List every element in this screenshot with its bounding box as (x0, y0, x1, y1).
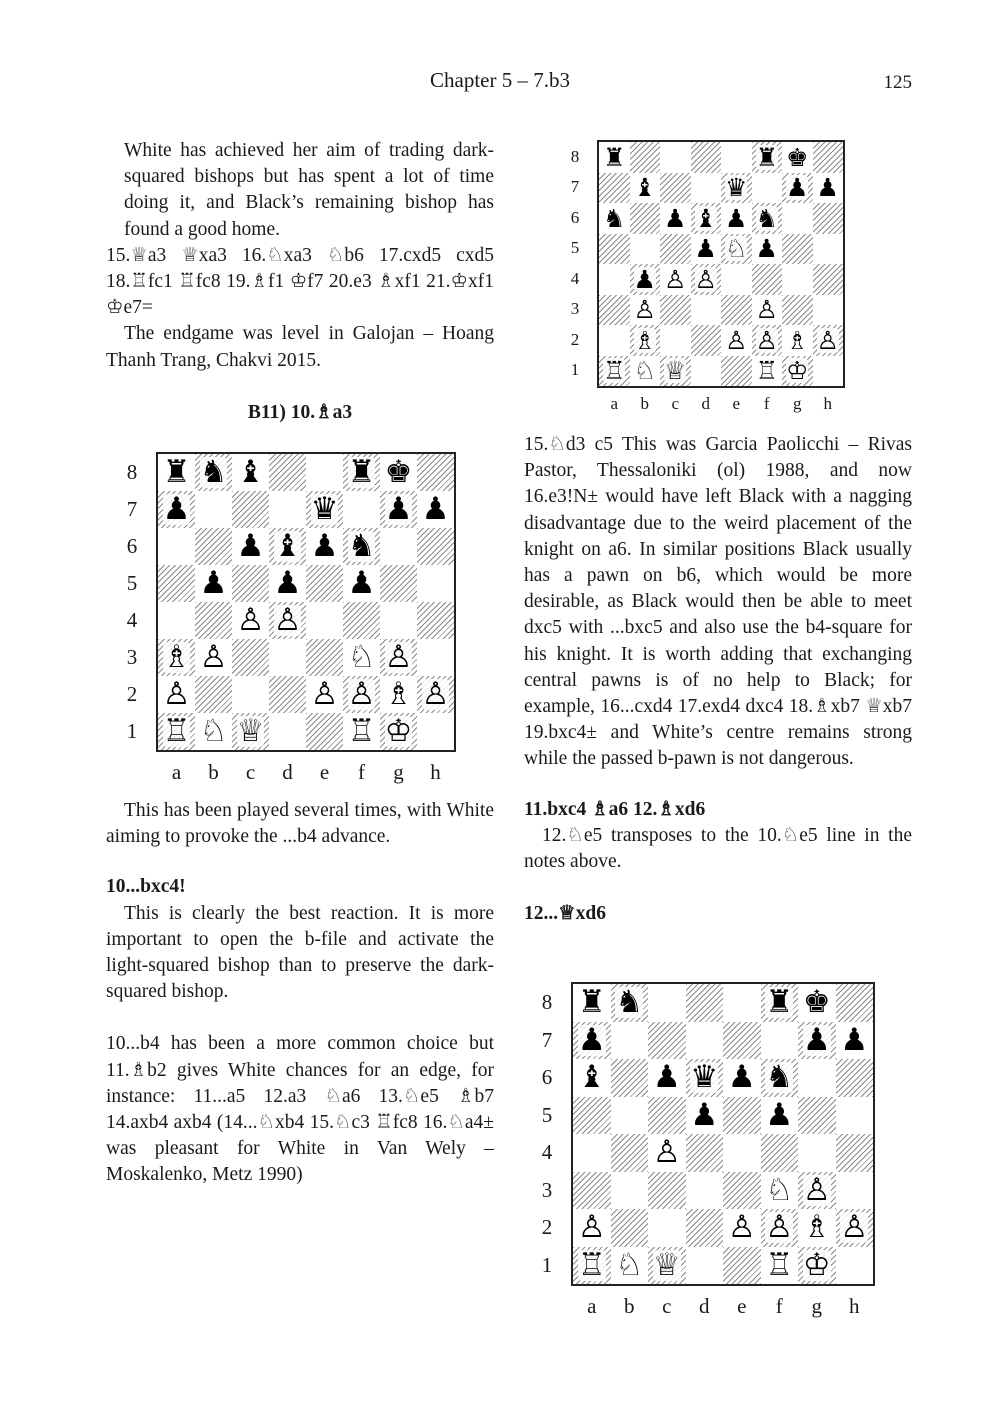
board-square (691, 142, 722, 173)
rank-label: 7 (126, 497, 138, 521)
paragraph: White has achieved her aim of trading dark-squared bishops but has spent a lot of time doing it, and Black’s remaining bishop has found a good home. (124, 140, 494, 240)
board-square (380, 528, 417, 565)
file-label: c (245, 760, 256, 784)
board-square (306, 454, 343, 491)
white-bishop-icon: ♗ (380, 676, 417, 713)
rank-label: 6 (541, 1065, 553, 1090)
white-queen-icon: ♕ (660, 356, 691, 387)
black-pawn-icon: ♟ (723, 1059, 761, 1097)
board-square (723, 1172, 761, 1210)
white-king-icon: ♔ (380, 713, 417, 750)
white-pawn-icon: ♙ (269, 602, 306, 639)
chessboard (597, 140, 845, 388)
black-knight-icon: ♞ (343, 528, 380, 565)
board-square (599, 173, 630, 204)
board-square (660, 325, 691, 356)
board-square (380, 602, 417, 639)
board-square (660, 234, 691, 265)
board-square (648, 1209, 686, 1247)
black-pawn-icon: ♟ (158, 491, 195, 528)
board-square (691, 173, 722, 204)
board-square (630, 234, 661, 265)
file-label: e (732, 394, 741, 413)
black-pawn-icon: ♟ (721, 203, 752, 234)
board-square (836, 1172, 874, 1210)
white-rook-icon: ♖ (158, 713, 195, 750)
white-pawn-icon: ♙ (836, 1209, 874, 1247)
board-square (306, 565, 343, 602)
rank-label: 2 (541, 1215, 553, 1240)
board-square (417, 713, 454, 750)
board-square (343, 602, 380, 639)
board-square (721, 295, 752, 326)
black-king-icon: ♚ (798, 984, 836, 1022)
black-pawn-icon: ♟ (798, 1022, 836, 1060)
black-pawn-icon: ♟ (269, 565, 306, 602)
board-square (648, 1172, 686, 1210)
file-label: a (587, 1294, 597, 1318)
board-square (630, 142, 661, 173)
board-square (417, 602, 454, 639)
white-pawn-icon: ♙ (195, 639, 232, 676)
section-heading: B11) 10.♗a3 (247, 402, 353, 423)
rank-label: 7 (570, 177, 580, 197)
white-rook-icon: ♖ (761, 1247, 799, 1285)
black-pawn-icon: ♟ (752, 234, 783, 265)
rank-label: 8 (570, 146, 580, 166)
board-square (269, 713, 306, 750)
board-square (813, 142, 844, 173)
page-number: 125 (883, 72, 912, 93)
black-queen-icon: ♛ (721, 173, 752, 204)
board-square (686, 1247, 724, 1285)
left-column-bottom (106, 798, 494, 1189)
board-square (648, 1022, 686, 1060)
file-label: e (319, 760, 330, 784)
board-square (573, 1097, 611, 1135)
white-pawn-icon: ♙ (417, 676, 454, 713)
board-square (782, 234, 813, 265)
board-square (195, 491, 232, 528)
file-label: c (662, 1294, 672, 1318)
black-pawn-icon: ♟ (573, 1022, 611, 1060)
black-pawn-icon: ♟ (686, 1097, 724, 1135)
board-square (611, 1097, 649, 1135)
file-label: f (763, 394, 770, 413)
board-square (648, 1097, 686, 1135)
white-pawn-icon: ♙ (158, 676, 195, 713)
black-knight-icon: ♞ (611, 984, 649, 1022)
black-pawn-icon: ♟ (660, 203, 691, 234)
black-pawn-icon: ♟ (691, 234, 722, 265)
white-queen-icon: ♕ (232, 713, 269, 750)
rank-label: 6 (570, 207, 580, 227)
black-pawn-icon: ♟ (195, 565, 232, 602)
board-square (798, 1134, 836, 1172)
black-rook-icon: ♜ (343, 454, 380, 491)
paragraph: 12.♘e5 transposes to the 10.♘e5 line in the notes above. (524, 824, 912, 873)
board-square (417, 454, 454, 491)
black-rook-icon: ♜ (158, 454, 195, 491)
black-rook-icon: ♜ (573, 984, 611, 1022)
file-label: h (849, 1294, 860, 1318)
white-king-icon: ♔ (798, 1247, 836, 1285)
rank-label: 5 (126, 571, 138, 595)
white-pawn-icon: ♙ (798, 1172, 836, 1210)
board-square (417, 528, 454, 565)
white-rook-icon: ♖ (573, 1247, 611, 1285)
chessboard (156, 452, 456, 752)
board-square (836, 1247, 874, 1285)
board-square (611, 1134, 649, 1172)
board-square (573, 1134, 611, 1172)
white-pawn-icon: ♙ (380, 639, 417, 676)
white-pawn-icon: ♙ (761, 1209, 799, 1247)
board-square (813, 295, 844, 326)
paragraph: This has been played several times, with White aiming to provoke the ...b4 advance. (106, 800, 494, 848)
black-rook-icon: ♜ (599, 142, 630, 173)
board-square (782, 264, 813, 295)
black-king-icon: ♚ (782, 142, 813, 173)
black-knight-icon: ♞ (761, 1059, 799, 1097)
black-pawn-icon: ♟ (836, 1022, 874, 1060)
board-square (417, 565, 454, 602)
board-square (723, 1134, 761, 1172)
rank-label: 4 (570, 268, 580, 288)
board-square (158, 528, 195, 565)
board-square (306, 713, 343, 750)
rank-label: 2 (570, 329, 580, 349)
rank-label: 5 (570, 238, 580, 258)
rank-label: 2 (126, 682, 138, 706)
rank-label: 6 (126, 534, 138, 558)
black-pawn-icon: ♟ (417, 491, 454, 528)
white-pawn-icon: ♙ (721, 325, 752, 356)
black-bishop-icon: ♝ (630, 173, 661, 204)
rank-label: 3 (126, 645, 138, 669)
board-square (691, 295, 722, 326)
board-square (721, 356, 752, 387)
board-square (611, 1059, 649, 1097)
paragraph: This is clearly the best reaction. It is more important to open the b-file and activate the light-squared bishop than to preserve the dark-squared bishop. (106, 902, 494, 1003)
white-knight-icon: ♘ (343, 639, 380, 676)
white-bishop-icon: ♗ (630, 325, 661, 356)
board-square (232, 491, 269, 528)
board-square (660, 142, 691, 173)
left-column-top (106, 138, 494, 374)
rank-label: 1 (570, 360, 580, 380)
board-square (782, 295, 813, 326)
white-rook-icon: ♖ (343, 713, 380, 750)
white-pawn-icon: ♙ (723, 1209, 761, 1247)
rank-label: 1 (541, 1252, 553, 1277)
move-sequence: 15.♕a3 ♕xa3 16.♘xa3 ♘b6 17.cxd5 cxd5 18.♖fc1 ♖fc8 19.♗f1 ♔f7 20.e3 ♗xf1 21.♔xf1 ♔e7= (106, 244, 494, 319)
white-pawn-icon: ♙ (752, 295, 783, 326)
white-queen-icon: ♕ (648, 1247, 686, 1285)
board-square (660, 295, 691, 326)
file-label: g (793, 394, 802, 413)
rank-label: 5 (541, 1102, 553, 1127)
black-king-icon: ♚ (380, 454, 417, 491)
white-pawn-icon: ♙ (660, 264, 691, 295)
board-square (660, 173, 691, 204)
black-pawn-icon: ♟ (232, 528, 269, 565)
file-label: d (701, 394, 710, 413)
main-move: 10...bxc4! (106, 876, 186, 898)
board-square (752, 264, 783, 295)
white-rook-icon: ♖ (599, 356, 630, 387)
board-square (306, 639, 343, 676)
file-label: f (358, 760, 365, 784)
black-bishop-icon: ♝ (573, 1059, 611, 1097)
main-move: 11.bxc4 ♗a6 12.♗xd6 (524, 798, 706, 820)
white-pawn-icon: ♙ (343, 676, 380, 713)
paragraph: 10...b4 has been a more common choice but 11.♗b2 gives White chances for an edge, for instance: 11...a5 12.a3 ♘a6 13.♘e5 ♗b7 14.axb4 axb4 (14...♘xb4 15.♘c3 ♖fc8 16.♘a4± was pleasant for White in Van Wely – Moskalenko, Metz 1990) (106, 1033, 494, 1186)
board-square (417, 639, 454, 676)
black-bishop-icon: ♝ (269, 528, 306, 565)
black-bishop-icon: ♝ (691, 203, 722, 234)
board-square (691, 325, 722, 356)
board-square (648, 984, 686, 1022)
board-square (721, 264, 752, 295)
black-knight-icon: ♞ (195, 454, 232, 491)
black-pawn-icon: ♟ (813, 173, 844, 204)
file-label: d (282, 760, 293, 784)
board-square (232, 639, 269, 676)
chapter-title: Chapter 5 – 7.b3 (430, 68, 570, 92)
right-column (524, 432, 912, 927)
file-label: b (624, 1294, 635, 1318)
board-square (761, 1022, 799, 1060)
board-square (836, 1097, 874, 1135)
file-label: h (430, 760, 441, 784)
board-square (630, 203, 661, 234)
white-pawn-icon: ♙ (752, 325, 783, 356)
board-square (691, 356, 722, 387)
file-label: a (171, 760, 182, 784)
black-queen-icon: ♛ (686, 1059, 724, 1097)
black-rook-icon: ♜ (752, 142, 783, 173)
board-square (343, 491, 380, 528)
white-king-icon: ♔ (782, 356, 813, 387)
board-square (723, 1022, 761, 1060)
board-square (813, 264, 844, 295)
board-square (158, 602, 195, 639)
board-square (723, 1097, 761, 1135)
board-square (195, 528, 232, 565)
white-pawn-icon: ♙ (648, 1134, 686, 1172)
board-square (232, 676, 269, 713)
board-square (573, 1172, 611, 1210)
board-square (798, 1097, 836, 1135)
board-square (836, 1134, 874, 1172)
board-square (836, 984, 874, 1022)
white-knight-icon: ♘ (630, 356, 661, 387)
white-rook-icon: ♖ (752, 356, 783, 387)
rank-label: 3 (570, 299, 580, 319)
white-pawn-icon: ♙ (232, 602, 269, 639)
board-square (686, 984, 724, 1022)
file-label: b (640, 394, 649, 413)
white-pawn-icon: ♙ (573, 1209, 611, 1247)
board-square (269, 639, 306, 676)
board-square (158, 565, 195, 602)
rank-label: 7 (541, 1027, 553, 1052)
black-knight-icon: ♞ (599, 203, 630, 234)
board-square (782, 203, 813, 234)
white-bishop-icon: ♗ (782, 325, 813, 356)
main-move: 12...♕xd6 (524, 903, 606, 925)
rank-label: 3 (541, 1177, 553, 1202)
board-square (798, 1059, 836, 1097)
white-knight-icon: ♘ (761, 1172, 799, 1210)
white-knight-icon: ♘ (195, 713, 232, 750)
black-pawn-icon: ♟ (380, 491, 417, 528)
board-square (813, 234, 844, 265)
paragraph: 15.♘d3 c5 This was Garcia Paolicchi – Rivas Pastor, Thessaloniki (ol) 1988, and now 16.e3!N± would have left Black with a nagging disadvantage due to the weird placement of the knight on a6. In similar positions Black usually has a pawn on b6, which would be more desirable, as Black would then be able to meet dxc5 with ...bxc5 and also use the b4-square for his knight. It is worth adding that exchanging central pawns is of no help to Black; for example, 16...cxd4 17.exd4 dxc4 18.♗xb7 ♕xb7 19.bxc4± and White’s centre remains strong while the passed b-pawn is not dangerous. (524, 434, 912, 770)
file-label: h (823, 394, 832, 413)
board-square (599, 234, 630, 265)
white-bishop-icon: ♗ (158, 639, 195, 676)
board-square (611, 1022, 649, 1060)
white-knight-icon: ♘ (611, 1247, 649, 1285)
white-pawn-icon: ♙ (306, 676, 343, 713)
board-square (761, 1134, 799, 1172)
file-label: e (737, 1294, 747, 1318)
board-square (195, 676, 232, 713)
file-label: d (699, 1294, 710, 1318)
white-bishop-icon: ♗ (798, 1209, 836, 1247)
black-knight-icon: ♞ (752, 203, 783, 234)
rank-label: 1 (126, 719, 138, 743)
file-label: b (208, 760, 219, 784)
board-square (723, 1247, 761, 1285)
black-pawn-icon: ♟ (761, 1097, 799, 1135)
board-square (306, 602, 343, 639)
file-label: g (393, 760, 404, 784)
board-square (723, 984, 761, 1022)
rank-label: 8 (541, 990, 553, 1015)
black-rook-icon: ♜ (761, 984, 799, 1022)
black-queen-icon: ♛ (306, 491, 343, 528)
board-square (269, 454, 306, 491)
board-square (813, 203, 844, 234)
file-label: f (775, 1294, 783, 1318)
rank-label: 4 (126, 608, 138, 632)
black-pawn-icon: ♟ (648, 1059, 686, 1097)
rank-label: 4 (541, 1140, 553, 1165)
black-pawn-icon: ♟ (782, 173, 813, 204)
board-square (611, 1172, 649, 1210)
black-pawn-icon: ♟ (343, 565, 380, 602)
black-pawn-icon: ♟ (630, 264, 661, 295)
file-label: a (610, 394, 619, 413)
black-bishop-icon: ♝ (232, 454, 269, 491)
board-square (721, 142, 752, 173)
white-pawn-icon: ♙ (813, 325, 844, 356)
paragraph: The endgame was level in Galojan – Hoang Thanh Trang, Chakvi 2015. (106, 323, 494, 371)
board-square (686, 1172, 724, 1210)
board-square (686, 1134, 724, 1172)
file-label: g (811, 1294, 822, 1318)
rank-label: 8 (126, 460, 138, 484)
white-pawn-icon: ♙ (630, 295, 661, 326)
black-pawn-icon: ♟ (306, 528, 343, 565)
chessboard (571, 982, 875, 1286)
file-label: c (671, 394, 680, 413)
board-square (599, 325, 630, 356)
white-pawn-icon: ♙ (691, 264, 722, 295)
board-square (269, 491, 306, 528)
board-square (686, 1022, 724, 1060)
board-square (599, 295, 630, 326)
board-square (599, 264, 630, 295)
board-square (836, 1059, 874, 1097)
board-square (380, 565, 417, 602)
white-knight-icon: ♘ (721, 234, 752, 265)
board-square (611, 1209, 649, 1247)
board-square (752, 173, 783, 204)
board-square (269, 676, 306, 713)
board-square (686, 1209, 724, 1247)
board-square (813, 356, 844, 387)
board-square (232, 565, 269, 602)
board-square (195, 602, 232, 639)
